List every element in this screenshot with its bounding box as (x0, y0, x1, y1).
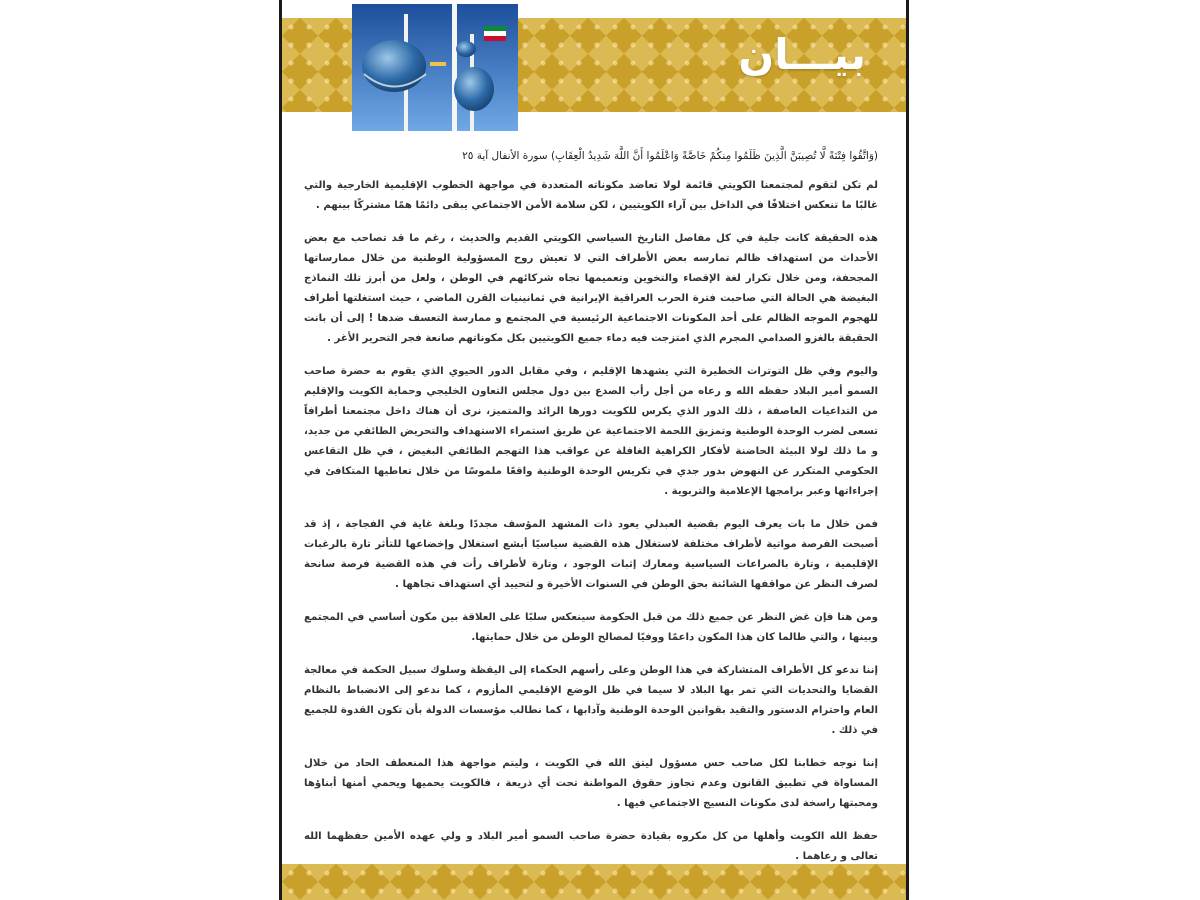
paragraph: إننا ندعو كل الأطراف المتشاركة في هذا الوطن وعلى رأسهم الحكماء إلى اليقظة وسلوك سبيل الحكمة في معالجة القضايا والتحديات التي تمر بها البلاد لا سيما في ظل الوضع الإقليمي المأزوم ، كما ندعو إلى الانضباط بالنظام العام واحترام الدستور والتقيد بقوانين الوحدة الوطنية وآدابها ، كما نطالب مؤسسات الدولة بأن تكون القدوة للجميع في ذلك . (304, 665, 878, 736)
paragraph: ومن هنا فإن غض النظر عن جميع ذلك من قبل الحكومة سينعكس سلبًا على العلاقة بين مكون أساسي في المجتمع وبينها ، والتي طالما كان هذا المكون داعمًا ووفيًا لمصالح الوطن من خلال حمايتها. (304, 612, 878, 643)
paragraph: هذه الحقيقة كانت جلية في كل مفاصل التاريخ السياسي الكويتي القديم والحديث ، رغم ما قد تصاحب مع بعض الأحداث من استهداف ظالم تمارسه بعض الأطراف التي لا تعيش روح المسؤولية الوطنية من خلال ممارساتها المجحفة، ومن خلال تكرار لغة الإقصاء والتخوين وتعميمها تجاه شركائهم في الوطن ، ولعل من أبرز تلك النماذج البغيضة هي الحالة التي صاحبت فترة الحرب العراقية الإيرانية في ثمانينيات القرن الماضي ، حيث استغلتها أطراف للهجوم الموجه الظالم على أحد المكونات الاجتماعية الرئيسية في المجتمع و ممارسة التعسف ضدها ! إلى أن بانت الحقيقة بالغزو الصدامي المجرم الذي امتزجت فيه دماء جميع الكويتيين بكل مكوناتهم صانعة فجر التحرير الأغر . (304, 233, 878, 344)
footer-ornament-band (282, 864, 906, 900)
paragraph: واليوم وفي ظل التوترات الخطيرة التي يشهدها الإقليم ، وفي مقابل الدور الحيوي الذي يقوم به حضرة صاحب السمو أمير البلاد حفظه الله و رعاه من أجل رأب الصدع بين دول مجلس التعاون الخليجي وحماية الكويت والإقليم من التداعيات العاصفة ، ذلك الدور الذي يكرس للكويت دورها الرائد والمتميز، نرى أن هناك داخل مجتمعنا أطرافاً تسعى لضرب الوحدة الوطنية وتمزيق اللحمة الاجتماعية عن طريق استمراء الاستهداف والتحريض الطائفي من جديد، و ما ذلك لولا البيئة الحاضنة لأفكار الكراهية الغافلة عن عواقب هذا التهجم الطائفي البغيض ، في ظل التقاعس الحكومي المتكرر عن النهوض بدور جدي في تكريس الوحدة الوطنية واقعًا ملموسًا من خلال تعاطيها المتكافئ في إجراءاتها وعبر برامجها الإعلامية والتربوية . (304, 366, 878, 497)
statement-body (304, 150, 878, 880)
paragraph: حفظ الله الكويت وأهلها من كل مكروه بقيادة حضرة صاحب السمو أمير البلاد و ولي عهده الأمين حفظهما الله تعالى و رعاهما . (304, 831, 878, 862)
kuwait-towers-photo (352, 4, 518, 131)
page-title: بيـــان (738, 30, 866, 79)
paragraph: فمن خلال ما بات يعرف اليوم بقضية العبدلي يعود ذات المشهد المؤسف مجددًا وبلغة غاية في الفجاجة ، إذ قد أصبحت الفرصة مواتية لأطراف مختلفة لاستغلال هذه القضية سياسيًا أبشع استغلال وإخضاعها للتأثر تارة بالرغبات الإقليمية ، وتارة بالصراعات السياسية ومعارك إثبات الوجود ، وتارة لأطراف رأت في هذه القضية فرصة سانحة لصرف النظر عن مواقفها الشائنة بحق الوطن في السنوات الأخيرة و لتحييد أي استهداف تجاهها . (304, 519, 878, 590)
quran-verse: (وَاتَّقُوا فِتْنَةً لَّا تُصِيبَنَّ الَّذِينَ ظَلَمُوا مِنكُمْ خَاصَّةً وَاعْلَمُوا أَنَّ اللَّهَ شَدِيدُ الْعِقَابِ) سورة الأنفال آية ٢٥ (462, 150, 878, 162)
document-page (279, 0, 909, 900)
paragraph: إننا نوجه خطابنا لكل صاحب حس مسؤول ليتق الله في الكويت ، وليتم مواجهة هذا المنعطف الحاد من خلال المساواة في تطبيق القانون وعدم تجاوز حقوق المواطنة تحت أي ذريعة ، فالكويت يحميها ويحمي أمنها أبناؤها ومحبتها راسخة لدى مكونات النسيج الاجتماعي فيها . (304, 758, 878, 809)
paragraph: لم تكن لتقوم لمجتمعنا الكويتي قائمة لولا تعاضد مكوناته المتعددة في مواجهة الخطوب الإقليمية الخارجية والتي غالبًا ما تنعكس اختلافًا في الداخل بين آراء الكويتيين ، لكن سلامة الأمن الاجتماعي يبقى دائمًا همًا مشتركًا بينهم . (304, 180, 878, 211)
